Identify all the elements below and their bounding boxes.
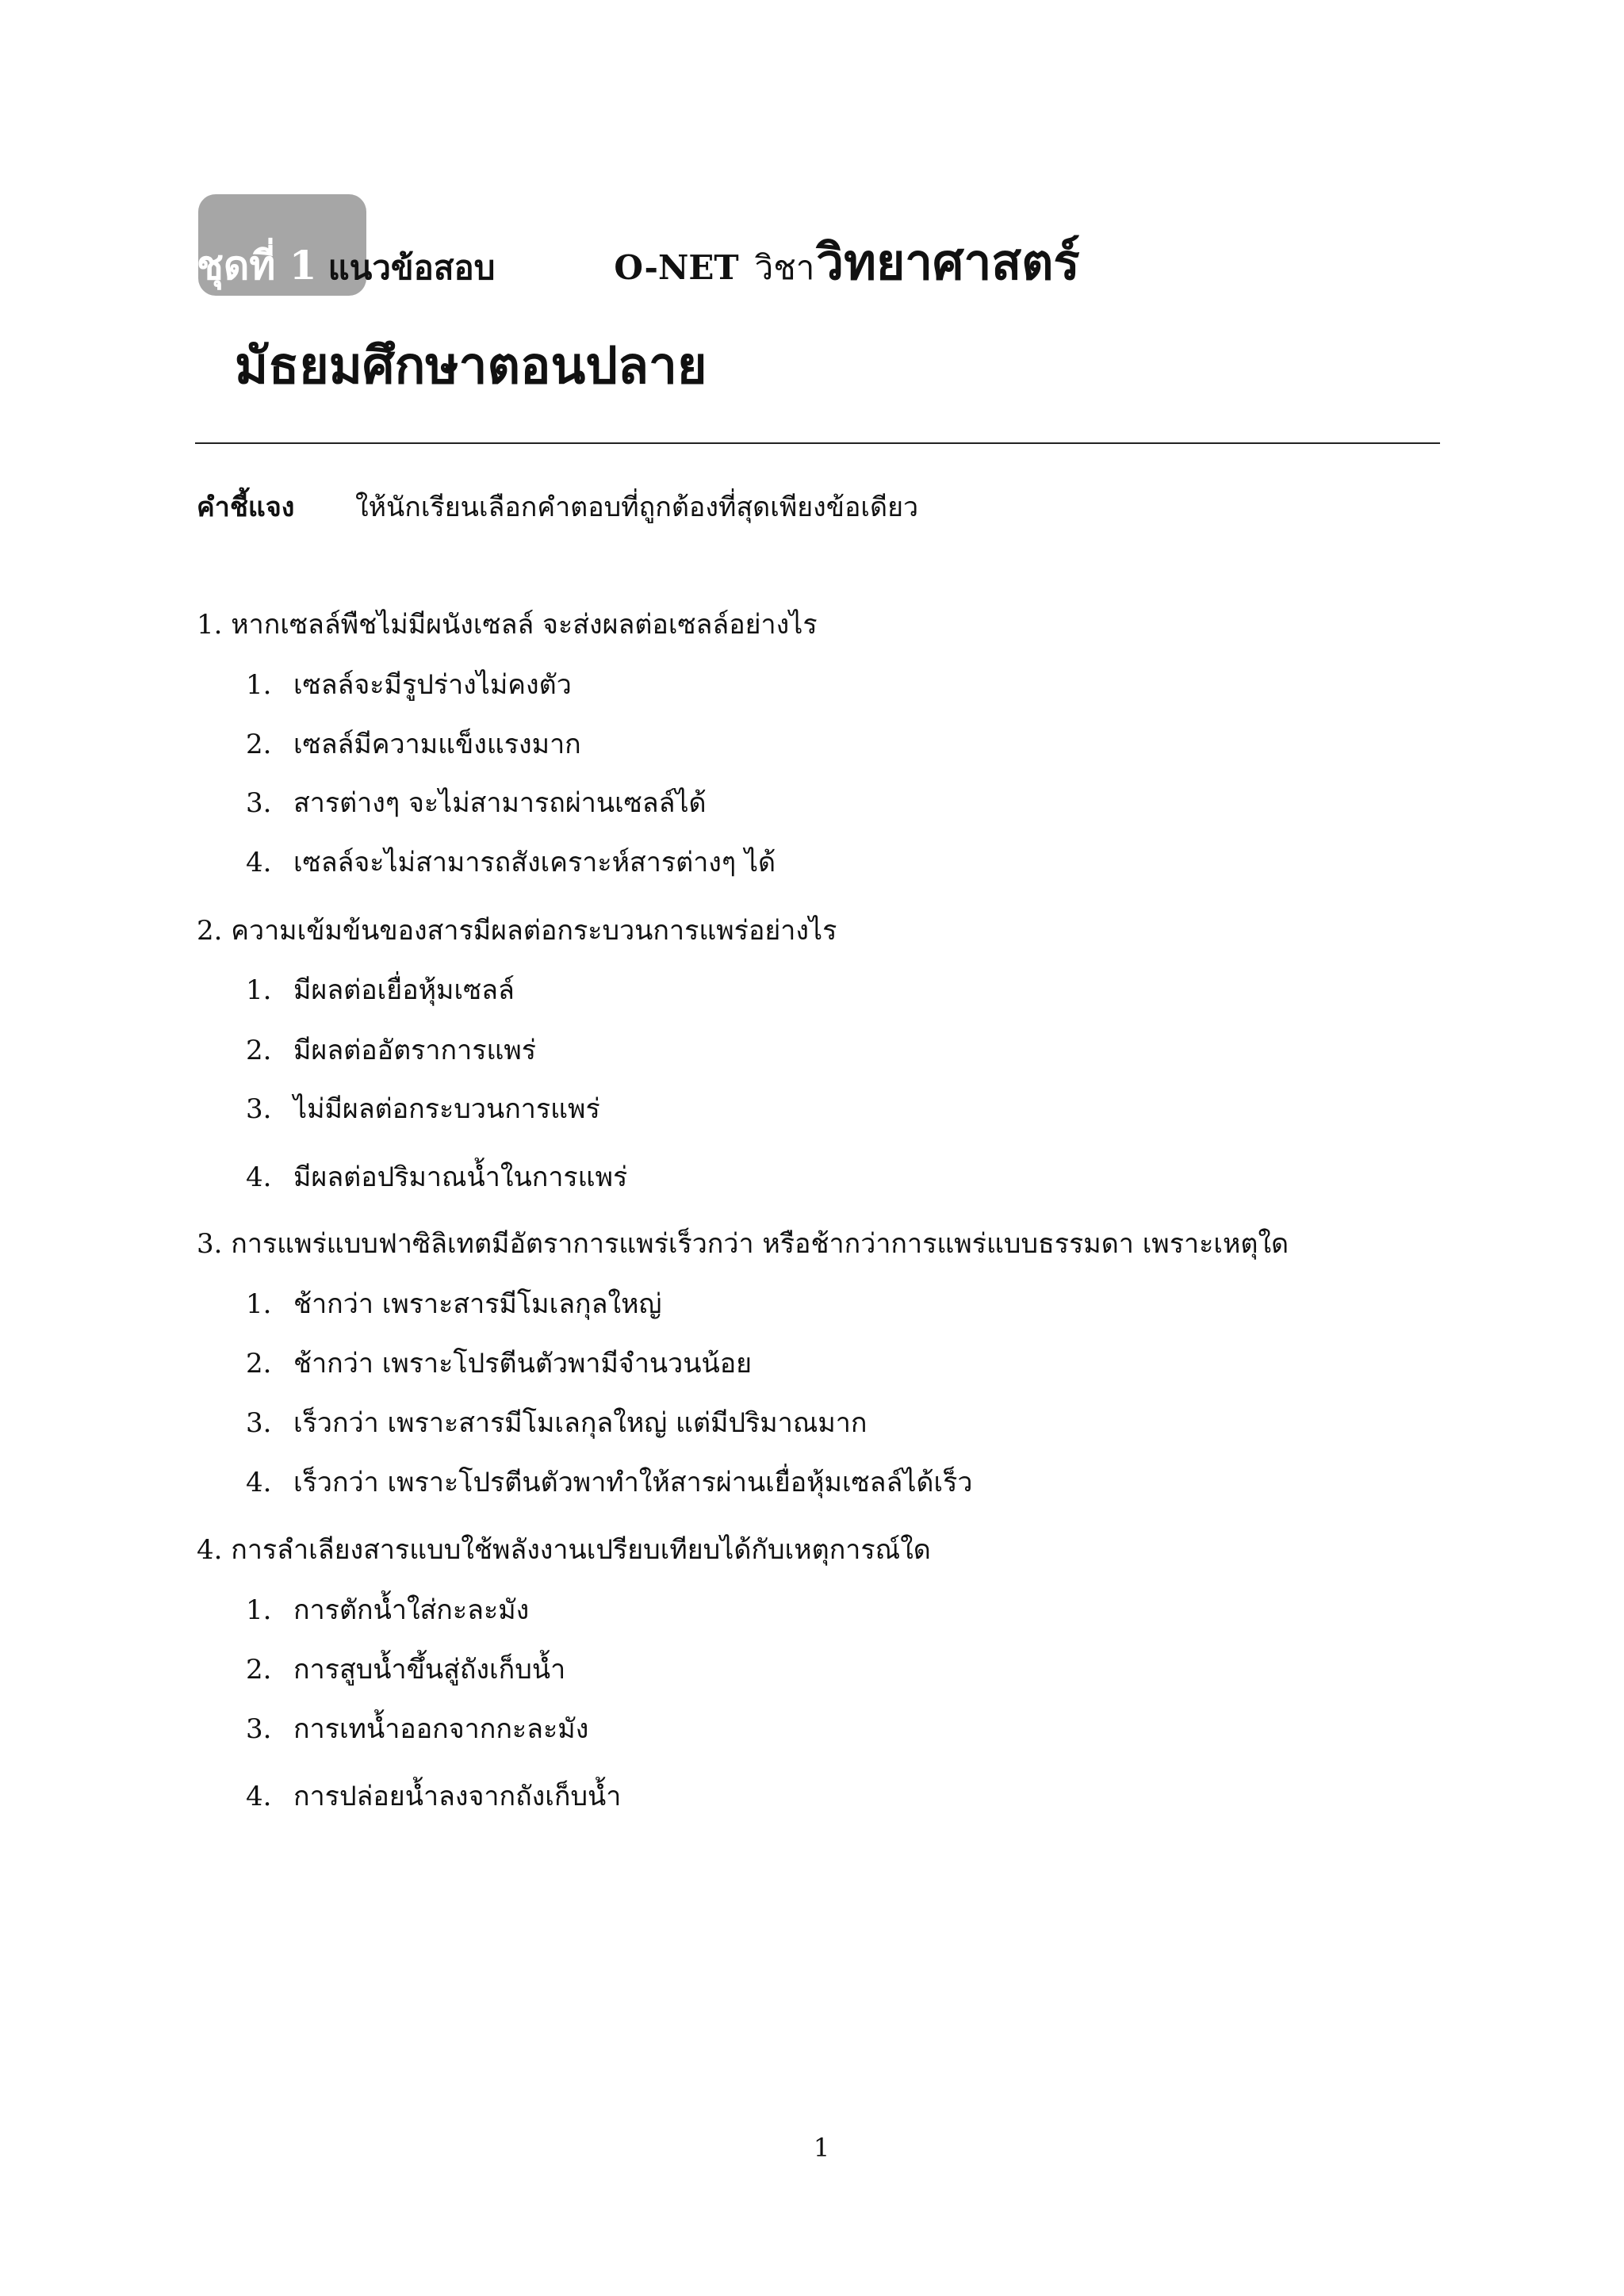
question-2-option-3[interactable] [246,1087,600,1130]
question-4-option-4[interactable] [246,1774,621,1817]
subject-name: วิทยาศาสตร์ [816,233,1080,291]
option-text: ช้ากว่า เพราะโปรตีนตัวพามีจำนวนน้อย [293,1348,753,1380]
set-label: ชุดที่ 1 [197,242,317,289]
option-text: เร็วกว่า เพราะโปรตีนตัวพาทำให้สารผ่านเยื่อหุ้มเซลล์ได้เร็ว [293,1467,973,1498]
question-4-option-2[interactable] [246,1647,565,1690]
instructions-text: ให้นักเรียนเลือกคำตอบที่ถูกต้องที่สุดเพียงข้อเดียว [355,492,919,523]
option-number: 3. [246,787,272,819]
option-number: 2. [246,729,272,760]
exam-label: O-NET [614,248,739,287]
question-3-option-1[interactable] [246,1282,661,1325]
question-4: 4. การลำเลียงสารแบบใช้พลังงานเปรียบเทียบได้กับเหตุการณ์ใด [197,1534,931,1566]
option-text: เซลล์มีความแข็งแรงมาก [293,729,581,760]
option-text: การสูบน้ำขึ้นสู่ถังเก็บน้ำ [293,1654,566,1686]
option-number: 2. [246,1035,272,1066]
question-1-option-1[interactable] [246,663,572,706]
option-text: มีผลต่อเยื่อหุ้มเซลล์ [293,974,515,1006]
question-1-option-2[interactable] [246,722,581,765]
question-2-option-2[interactable] [246,1028,536,1071]
option-text: การตักน้ำใส่กะละมัง [293,1594,530,1626]
question-3: 3. การแพร่แบบฟาซิลิเทตมีอัตราการแพร่เร็วกว่า หรือช้ากว่าการแพร่แบบธรรมดา เพราะเหตุใด [197,1228,1289,1260]
question-4-option-1[interactable] [246,1588,529,1631]
option-number: 1. [246,1594,272,1626]
option-text: มีผลต่อปริมาณน้ำในการแพร่ [293,1161,628,1193]
header-divider [195,442,1440,444]
option-number: 4. [246,1161,272,1193]
option-number: 2. [246,1654,272,1686]
option-text: สารต่างๆ จะไม่สามารถผ่านเซลล์ได้ [293,787,707,819]
option-text: เซลล์จะไม่สามารถสังเคราะห์สารต่างๆ ได้ [293,847,776,878]
option-number: 4. [246,1781,272,1812]
question-1-option-3[interactable] [246,781,707,824]
option-text: ช้ากว่า เพราะสารมีโมเลกุลใหญ่ [293,1288,662,1320]
option-number: 4. [246,847,272,878]
option-text: การเทน้ำออกจากกะละมัง [293,1713,589,1745]
question-2-option-1[interactable] [246,968,515,1011]
question-1: 1. หากเซลล์พืชไม่มีผนังเซลล์ จะส่งผลต่อเซลล์อย่างไร [197,609,818,641]
option-text: มีผลต่ออัตราการแพร่ [293,1035,537,1066]
guide-label: แนวข้อสอบ [327,248,496,287]
option-number: 3. [246,1407,272,1439]
option-number: 2. [246,1348,272,1380]
instructions-label: คำชี้แจง [197,492,295,523]
question-3-option-3[interactable] [246,1401,867,1444]
option-text: ไม่มีผลต่อกระบวนการแพร่ [293,1093,600,1125]
option-text: เซลล์จะมีรูปร่างไม่คงตัว [293,669,572,701]
option-number: 1. [246,974,272,1006]
option-number: 4. [246,1467,272,1498]
question-3-option-4[interactable] [246,1460,973,1503]
option-number: 3. [246,1093,272,1125]
option-number: 1. [246,669,272,701]
instructions [197,485,918,528]
option-text: เร็วกว่า เพราะสารมีโมเลกุลใหญ่ แต่มีปริมาณมาก [293,1407,868,1439]
level-title: มัธยมศึกษาตอนปลาย [235,336,707,396]
question-3-option-2[interactable] [246,1341,752,1384]
option-number: 3. [246,1713,272,1745]
page-number: 1 [813,2133,830,2163]
question-2: 2. ความเข้มข้นของสารมีผลต่อกระบวนการแพร่อย่างไร [197,915,837,947]
question-4-option-3[interactable] [246,1707,588,1750]
question-2-option-4[interactable] [246,1155,627,1198]
question-1-option-4[interactable] [246,840,776,883]
option-text: การปล่อยน้ำลงจากถังเก็บน้ำ [293,1781,622,1812]
option-number: 1. [246,1288,272,1320]
title-line [197,224,1080,291]
subject-prefix: วิชา [754,248,815,287]
